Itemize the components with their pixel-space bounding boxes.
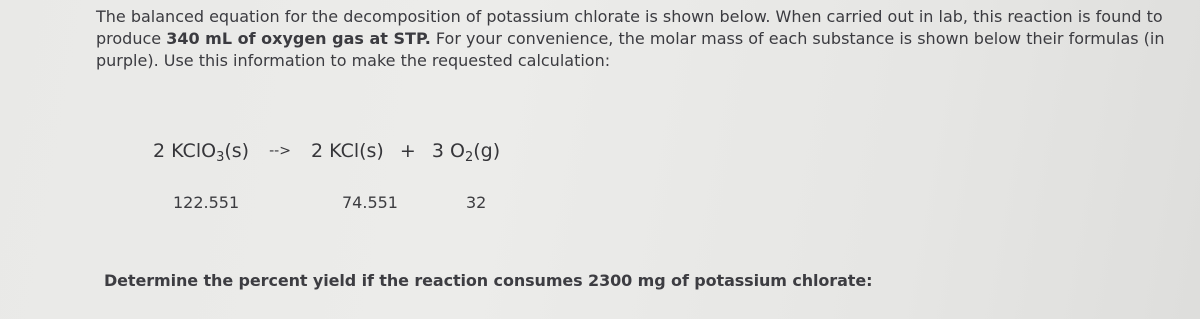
product2-state: (g): [473, 140, 501, 162]
intro-text-part1: The balanced equation for the decomposition of potassium chlorate is shown below. When carried out in lab, this reaction is found to produce: [96, 7, 1163, 48]
product-kcl: 2 KCl(s): [311, 140, 384, 162]
molar-mass-o2: 32: [466, 193, 487, 212]
balanced-equation: [153, 140, 501, 165]
reactant-state: (s): [224, 140, 250, 162]
reaction-arrow: -->: [269, 143, 291, 159]
reactant-kclo3: [153, 140, 250, 165]
molar-mass-kcl: 74.551: [342, 193, 398, 212]
product2-coefficient: 3: [431, 140, 444, 162]
intro-bold-condition: 340 mL of oxygen gas at STP.: [166, 29, 431, 48]
intro-text-part2: For your convenience, the molar mass of each substance is shown below their formulas (in purple). Use this information to make the requested calculation:: [96, 29, 1165, 70]
plus-sign: +: [399, 140, 416, 162]
reactant-coefficient: 2: [153, 140, 166, 162]
question-prompt: Determine the percent yield if the reaction consumes 2300 mg of potassium chlorate:: [104, 271, 873, 290]
reactant-formula: KClO: [171, 140, 217, 162]
product2-subscript: 2: [464, 150, 474, 165]
problem-intro: [96, 6, 1186, 72]
molar-mass-kclo3: 122.551: [173, 193, 240, 212]
product-o2: [431, 140, 501, 165]
product2-formula: O: [450, 140, 465, 162]
reactant-subscript: 3: [216, 150, 225, 165]
